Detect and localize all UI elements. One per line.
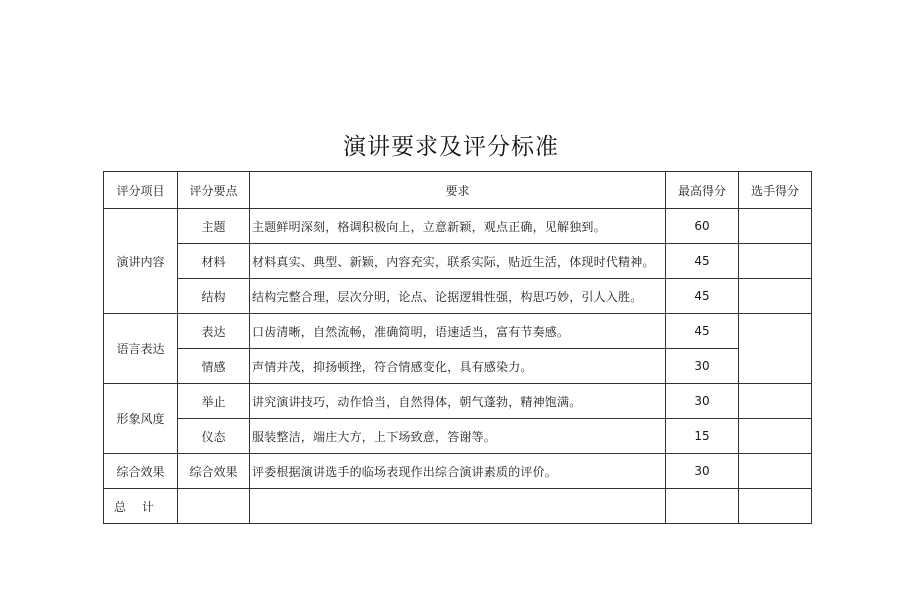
header-item: 评分项目 [104,172,178,209]
requirement-cell: 口齿清晰，自然流畅，准确简明，语速适当，富有节奏感。 [250,314,666,349]
point-cell: 结构 [178,279,250,314]
max-score-cell: 30 [666,384,739,419]
table-header-row [104,172,812,209]
point-cell: 综合效果 [178,454,250,489]
table-row [104,279,812,314]
header-requirement: 要求 [250,172,666,209]
player-score-cell[interactable] [739,209,812,244]
requirement-cell: 结构完整合理，层次分明，论点、论据逻辑性强，构思巧妙，引人入胜。 [250,279,666,314]
document-title: 演讲要求及评分标准 [343,134,559,160]
table-row [104,454,812,489]
table-row [104,209,812,244]
requirement-cell: 主题鲜明深刻，格调积极向上，立意新颖，观点正确，见解独到。 [250,209,666,244]
max-score-cell: 30 [666,349,739,384]
category-speech-content: 演讲内容 [104,209,178,314]
point-cell: 情感 [178,349,250,384]
category-image: 形象风度 [104,384,178,454]
table-row [104,384,812,419]
point-cell: 表达 [178,314,250,349]
max-score-cell: 45 [666,314,739,349]
player-score-cell[interactable] [739,454,812,489]
total-requirement-cell [250,489,666,524]
player-score-cell[interactable] [739,244,812,279]
total-point-cell [178,489,250,524]
max-score-cell: 30 [666,454,739,489]
total-player-score-cell[interactable] [739,489,812,524]
max-score-cell: 60 [666,209,739,244]
point-cell: 举止 [178,384,250,419]
player-score-cell[interactable] [739,384,812,419]
header-max-score: 最高得分 [666,172,739,209]
category-overall: 综合效果 [104,454,178,489]
header-point: 评分要点 [178,172,250,209]
requirement-cell: 材料真实、典型、新颖，内容充实，联系实际，贴近生活，体现时代精神。 [250,244,666,279]
category-language: 语言表达 [104,314,178,384]
table-row [104,419,812,454]
requirement-cell: 声情并茂，抑扬顿挫，符合情感变化，具有感染力。 [250,349,666,384]
table-row [104,349,812,384]
requirement-cell: 评委根据演讲选手的临场表现作出综合演讲素质的评价。 [250,454,666,489]
point-cell: 主题 [178,209,250,244]
player-score-cell[interactable] [739,279,812,314]
player-score-cell[interactable] [739,419,812,454]
scoring-table [103,171,812,524]
player-score-cell[interactable] [739,314,812,384]
point-cell: 仪态 [178,419,250,454]
total-label: 总 计 [104,489,178,524]
table-row [104,314,812,349]
max-score-cell: 45 [666,279,739,314]
point-cell: 材料 [178,244,250,279]
table-row [104,244,812,279]
header-player-score: 选手得分 [739,172,812,209]
max-score-cell: 15 [666,419,739,454]
max-score-cell: 45 [666,244,739,279]
total-row [104,489,812,524]
total-max-score-cell [666,489,739,524]
requirement-cell: 服装整洁，端庄大方，上下场致意，答谢等。 [250,419,666,454]
requirement-cell: 讲究演讲技巧，动作恰当，自然得体，朝气蓬勃，精神饱满。 [250,384,666,419]
